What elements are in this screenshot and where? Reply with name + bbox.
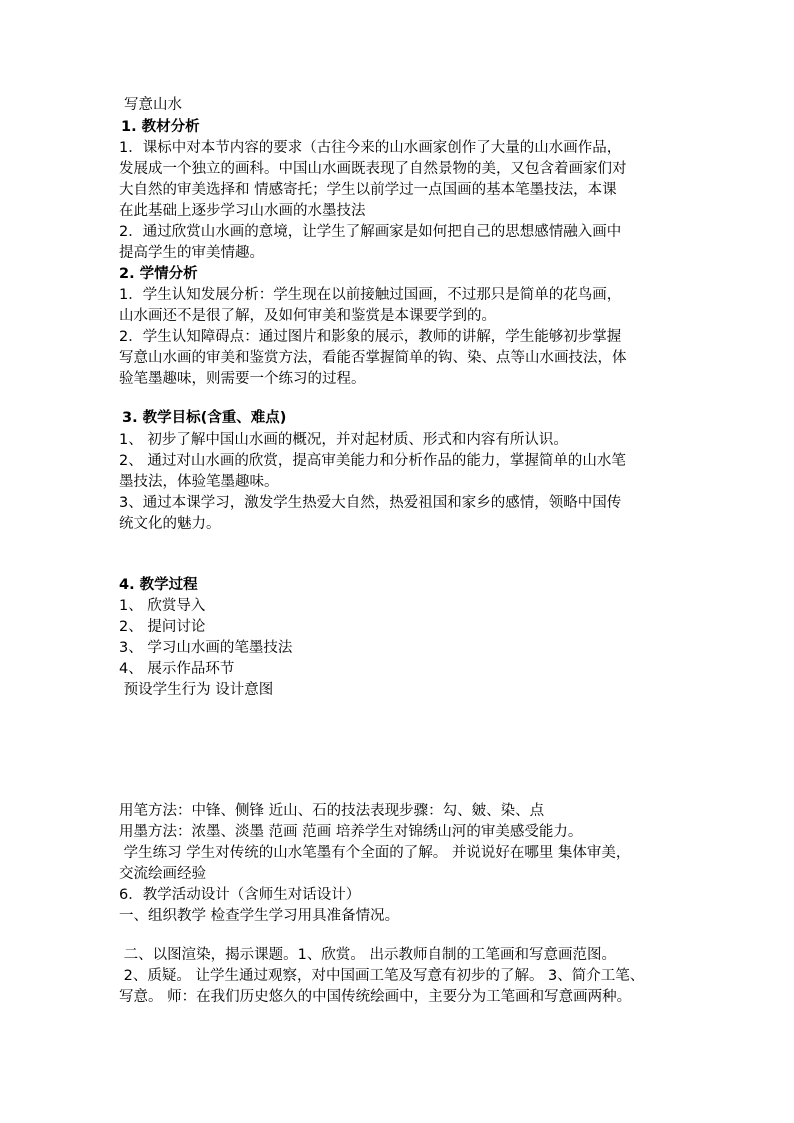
paragraph-line: 3、通过本课学习，激发学生热爱大自然，热爱祖国和家乡的感情，领略中国传	[119, 495, 622, 511]
list-item: 2、 提问讨论	[119, 619, 206, 635]
paragraph-line: 山水画还不是很了解，及如何审美和鉴赏是本课要学到的。	[119, 308, 496, 324]
paragraph-line: 写意。 师：在我们历史悠久的中国传统绘画中，主要分为工笔画和写意画两种。	[119, 989, 632, 1005]
paragraph-line: 交流绘画经验	[119, 866, 206, 882]
paragraph-line: 在此基础上逐步学习山水画的水墨技法	[119, 203, 366, 219]
paragraph-line: 1、 初步了解中国山水画的概况，并对起材质、形式和内容有所认识。	[119, 432, 568, 448]
paragraph-line: 学生练习 学生对传统的山水笔墨有个全面的了解。 并说说好在哪里 集体审美，	[119, 845, 631, 861]
paragraph-line: 1．学生认知发展分析：学生现在以前接触过国画，不过那只是简单的花鸟画，	[119, 287, 622, 303]
paragraph-line: 2．学生认知障碍点：通过图片和影象的展示，教师的讲解，学生能够初步掌握	[119, 329, 622, 345]
section-heading-process: 4. 教学过程	[119, 577, 198, 593]
paragraph-line: 验笔墨趣味，则需要一个练习的过程。	[119, 371, 366, 387]
paragraph-line: 大自然的审美选择和 情感寄托；学生以前学过一点国画的基本笔墨技法，本课	[119, 182, 617, 198]
paragraph-line: 发展成一个独立的画科。中国山水画既表现了自然景物的美，又包含着画家们对	[119, 161, 627, 177]
list-item: 4、 展示作品环节	[119, 661, 235, 677]
paragraph-line: 二、以图渲染，揭示课题。1、欣赏。 出示教师自制的工笔画和写意画范图。	[119, 947, 616, 963]
paragraph-line: 2、质疑。 让学生通过观察，对中国画工笔及写意有初步的了解。 3、简介工笔、	[119, 968, 645, 984]
paragraph-line: 提高学生的审美情趣。	[119, 245, 264, 261]
section-heading-objectives: 3. 教学目标(含重、难点)	[122, 410, 287, 426]
paragraph-line: 2．通过欣赏山水画的意境，让学生了解画家是如何把自己的思想感情融入画中	[119, 224, 622, 240]
list-item: 3、 学习山水画的笔墨技法	[119, 640, 293, 656]
paragraph-line: 1．课标中对本节内容的要求（古往今来的山水画家创作了大量的山水画作品，	[119, 140, 622, 156]
section-heading-students: 2. 学情分析	[119, 266, 198, 282]
paragraph-line: 预设学生行为 设计意图	[119, 682, 274, 698]
list-item: 1、 欣赏导入	[119, 598, 206, 614]
paragraph-line: 用墨方法：浓墨、淡墨 范画 范画 培养学生对锦绣山河的审美感受能力。	[119, 824, 583, 840]
document-title: 写意山水	[124, 97, 182, 113]
paragraph-line: 6．教学活动设计（含师生对话设计）	[119, 887, 361, 903]
section-heading-materials: 1. 教材分析	[121, 119, 200, 135]
paragraph-line: 统文化的魅力。	[119, 516, 221, 532]
paragraph-line: 墨技法，体验笔墨趣味。	[119, 474, 279, 490]
paragraph-line: 用笔方法：中锋、侧锋 近山、石的技法表现步骤：勾、皴、染、点	[119, 803, 545, 819]
paragraph-line: 2、 通过对山水画的欣赏，提高审美能力和分析作品的能力，掌握简单的山水笔	[119, 453, 626, 469]
paragraph-line: 一、组织教学 检查学生学习用具准备情况。	[119, 908, 400, 924]
paragraph-line: 写意山水画的审美和鉴赏方法，看能否掌握简单的钩、染、点等山水画技法，体	[119, 350, 627, 366]
